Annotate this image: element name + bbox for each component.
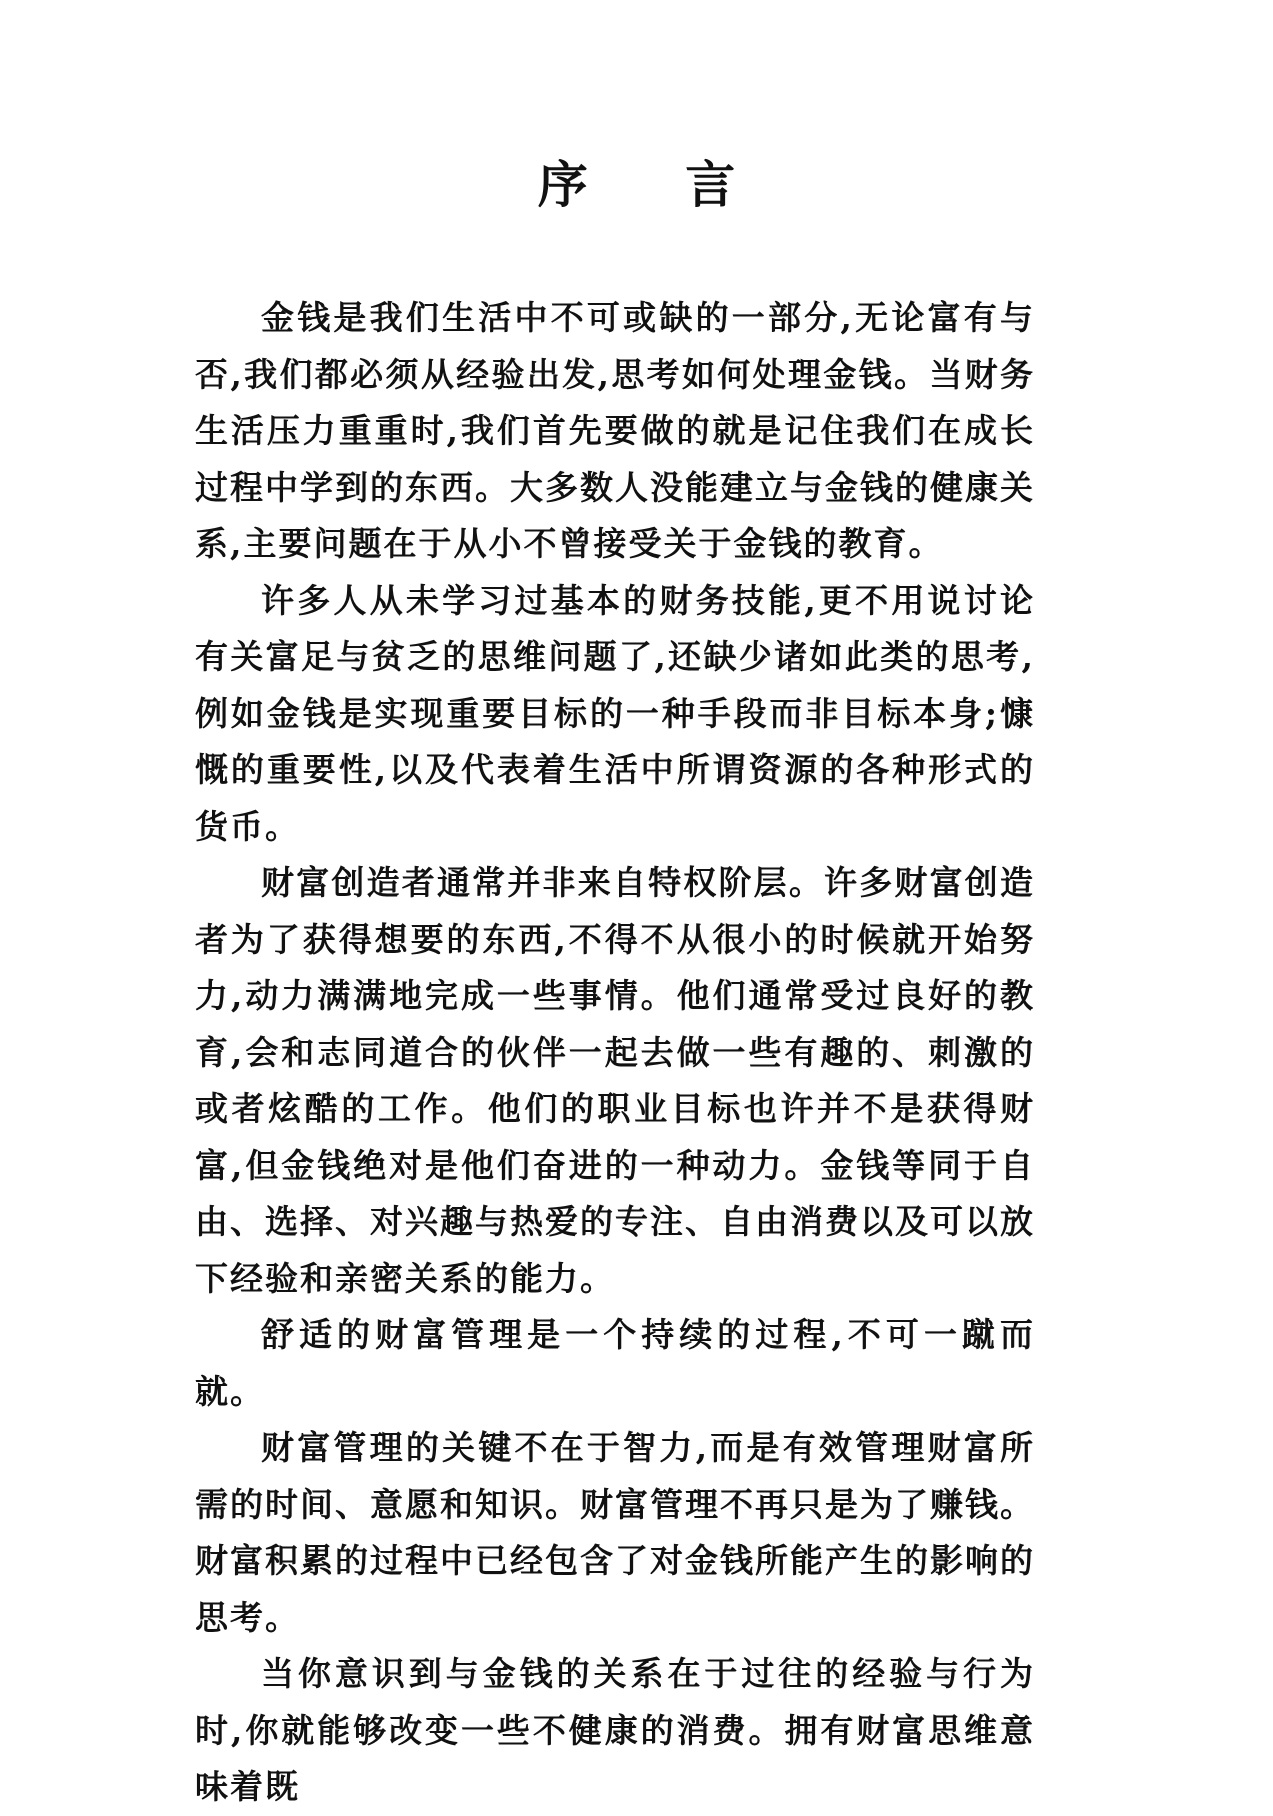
paragraph-1: 金钱是我们生活中不可或缺的一部分,无论富有与否,我们都必须从经验出发,思考如何处理金钱。当财务生活压力重重时,我们首先要做的就是记住我们在成长过程中学到的东西。大多数人没能建立与金钱的健康关系,主要问题在于从小不曾接受关于金钱的教育。 bbox=[195, 298, 1035, 563]
paragraph-5: 财富管理的关键不在于智力,而是有效管理财富所需的时间、意愿和知识。财富管理不再只是为了赚钱。财富积累的过程中已经包含了对金钱所能产生的影响的思考。 bbox=[195, 1428, 1035, 1637]
page-title: 序 言 bbox=[537, 155, 776, 214]
body-text bbox=[195, 290, 1035, 1816]
paragraph-6: 当你意识到与金钱的关系在于过往的经验与行为时,你就能够改变一些不健康的消费。拥有财富思维意味着既 bbox=[195, 1654, 1035, 1806]
paragraph-2: 许多人从未学习过基本的财务技能,更不用说讨论有关富足与贫乏的思维问题了,还缺少诸如此类的思考,例如金钱是实现重要目标的一种手段而非目标本身;慷慨的重要性,以及代表着生活中所谓资源的各种形式的货币。 bbox=[195, 580, 1035, 846]
paragraph-4: 舒适的财富管理是一个持续的过程,不可一蹴而就。 bbox=[195, 1315, 1035, 1411]
paragraph-3: 财富创造者通常并非来自特权阶层。许多财富创造者为了获得想要的东西,不得不从很小的时候就开始努力,动力满满地完成一些事情。他们通常受过良好的教育,会和志同道合的伙伴一起去做一些有趣的、刺激的或者炫酷的工作。他们的职业目标也许并不是获得财富,但金钱绝对是他们奋进的一种动力。金钱等同于自由、选择、对兴趣与热爱的专注、自由消费以及可以放下经验和亲密关系的能力。 bbox=[195, 863, 1035, 1298]
